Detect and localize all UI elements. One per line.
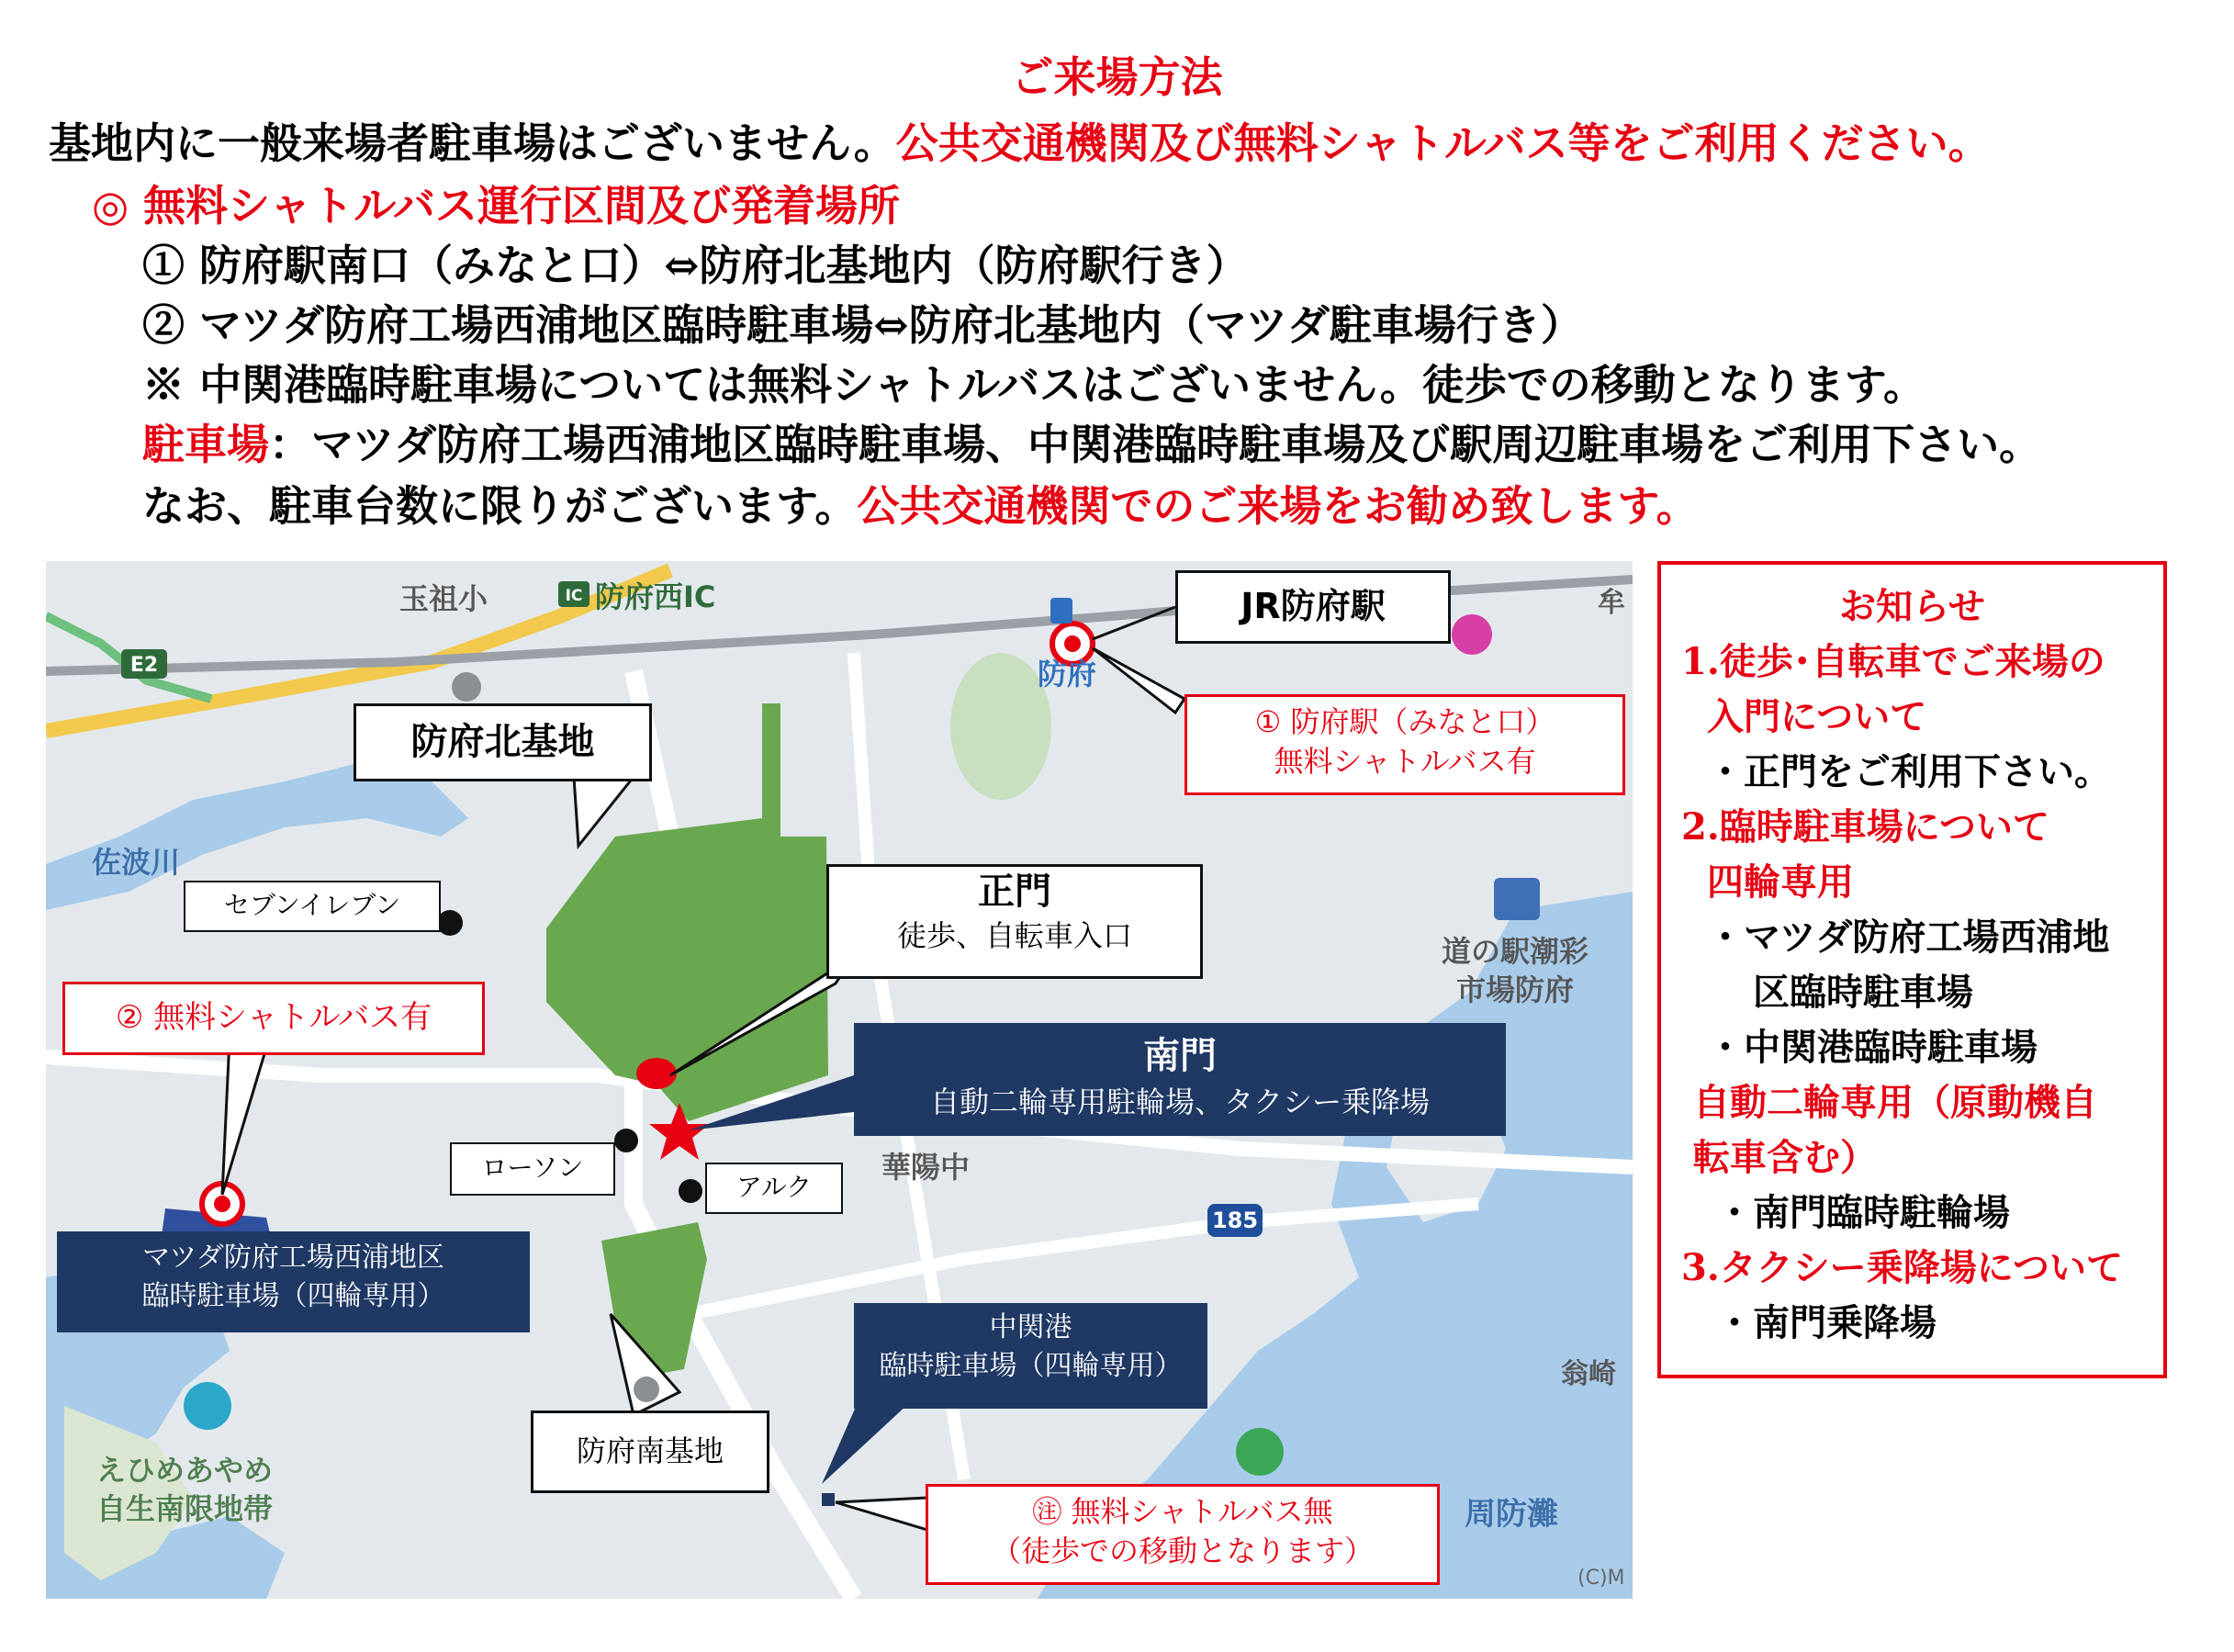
park-area — [950, 653, 1051, 800]
seven-eleven-dot — [437, 910, 463, 936]
map-label-hofu-nishi-ic: 防府西IC — [595, 579, 716, 614]
callout-south-gate[interactable] — [854, 1023, 1506, 1136]
gray-poi-icon-1 — [452, 672, 481, 702]
map-label-hofu-station: 防府 — [1038, 657, 1097, 691]
page-title: ご来場方法 — [1011, 52, 1223, 102]
callout-seven-eleven[interactable]: セブンイレブン — [184, 881, 441, 932]
map-label-tamaso: 玉祖小 — [399, 581, 488, 616]
parking-line — [142, 411, 2041, 472]
notice-item2-motorcycle: 自動二輪専用（原動機自 — [1693, 1081, 2097, 1124]
notice-item3-detail: ・南門乗降場 — [1716, 1301, 1937, 1344]
limit-highlight: 公共交通機関でのご来場をお勧め致します。 — [857, 481, 1699, 531]
notice-item2-mazda-cont: 区臨時駐車場 — [1753, 971, 1973, 1014]
callout-jr-station[interactable]: JR防府駅 — [1175, 570, 1451, 644]
notice-box — [1657, 561, 2167, 1378]
notice-title: お知らせ — [1839, 585, 1985, 628]
parking-text: ：マツダ防府工場西浦地区臨時駐車場、中関港臨時駐車場及び駅周辺駐車場をご利用下さい。 — [269, 420, 2042, 469]
notice-item2-south-gate: ・南門臨時駐輪場 — [1716, 1191, 2010, 1234]
notice-item2-heading: 2.臨時駐車場について — [1681, 805, 2049, 848]
notice-item1-heading-cont: 入門について — [1707, 695, 1927, 738]
access-map[interactable] — [46, 561, 1633, 1599]
callout-shuttle-mazda[interactable]: ② 無料シャトルバス有 — [62, 982, 485, 1055]
notice-item2-motorcycle-cont: 転車含む） — [1693, 1136, 1877, 1179]
route-185-label: 185 — [1211, 1208, 1259, 1233]
map-label-suo-nada: 周防灘 — [1465, 1496, 1558, 1533]
callout-lawson[interactable]: ローソン — [450, 1142, 615, 1196]
callout-shuttle-station[interactable]: ① 防府駅（みなと口） 無料シャトルバス有 — [1184, 694, 1625, 795]
pink-poi-icon — [1452, 614, 1492, 655]
callout-no-shuttle[interactable]: ㊟ 無料シャトルバス無 （徒歩での移動となります） — [926, 1484, 1440, 1585]
callout-nakanoseki[interactable] — [854, 1303, 1207, 1409]
notice-item2-mazda: ・マツダ防府工場西浦地 — [1707, 916, 2110, 959]
callout-south-base[interactable]: 防府南基地 — [531, 1410, 769, 1493]
map-label-ehime: えひめあやめ 自生南限地帯 — [96, 1453, 274, 1526]
train-icon — [1050, 598, 1072, 624]
notice-item2-sub: 四輪専用 — [1707, 860, 1854, 904]
limit-line — [142, 473, 1699, 534]
map-label-okisaki: 翁崎 — [1561, 1358, 1616, 1390]
lawson-dot — [614, 1129, 638, 1152]
gray-poi-icon-2 — [634, 1377, 659, 1402]
south-gate-subtitle: 自動二輪専用駐輪場、タクシー乗降場 — [929, 1084, 1430, 1119]
route-1: ① 防府駅南口（みなと口）⇔防府北基地内（防府駅行き） — [142, 241, 1249, 290]
aruku-dot — [679, 1179, 702, 1203]
e2-label: E2 — [129, 654, 159, 677]
ehime-poi-icon — [184, 1382, 231, 1430]
intro-line — [49, 110, 1991, 171]
intro-highlight: 公共交通機関及び無料シャトルバス等をご利用ください。 — [895, 118, 1991, 168]
nakanoseki-title: 中関港 — [989, 1311, 1072, 1343]
main-gate-title: 正門 — [978, 871, 1051, 913]
station-marker-dot — [1064, 635, 1081, 652]
michinoeki-icon — [1494, 878, 1540, 920]
note-line: ※ 中関港臨時駐車場については無料シャトルバスはございません。徒歩での移動となります。 — [142, 360, 1926, 410]
notice-item3-heading: 3.タクシー乗降場について — [1681, 1246, 2123, 1289]
callout-aruku[interactable]: アルク — [705, 1163, 843, 1214]
parking-label: 駐車場 — [142, 420, 269, 469]
south-gate-title: 南門 — [1143, 1035, 1217, 1077]
map-label-edge: 牟 — [1598, 587, 1625, 619]
nakanoseki-spot — [822, 1493, 835, 1506]
callout-north-base[interactable]: 防府北基地 — [354, 703, 652, 781]
mazda-shuttle-marker-dot — [214, 1196, 230, 1212]
notice-item2-nakanoseki: ・中関港臨時駐車場 — [1707, 1026, 2038, 1069]
map-label-kayo: 華陽中 — [881, 1150, 971, 1185]
callout-mazda-lot[interactable]: マツダ防府工場西浦地区 臨時駐車場（四輪専用） — [57, 1231, 530, 1332]
callout-main-gate[interactable] — [826, 864, 1203, 979]
notice-item1-detail: ・正門をご利用下さい。 — [1707, 750, 2111, 793]
map-label-michinoeki: 道の駅潮彩 市場防府 — [1442, 934, 1589, 1007]
nakanoseki-subtitle: 臨時駐車場（四輪専用） — [879, 1350, 1183, 1382]
map-label-sabagawa: 佐波川 — [92, 845, 181, 880]
shuttle-heading: ◎ 無料シャトルバス運行区間及び発着場所 — [92, 181, 901, 230]
ic-label: IC — [565, 587, 583, 605]
route-2: ② マツダ防府工場西浦地区臨時駐車場⇔防府北基地内（マツダ駐車場行き） — [142, 300, 1583, 350]
map-copyright: (C)M — [1577, 1567, 1625, 1590]
park-poi-icon — [1236, 1428, 1284, 1476]
limit-text: なお、駐車台数に限りがございます。 — [142, 481, 858, 531]
main-gate-subtitle: 徒歩、自転車入口 — [896, 918, 1132, 953]
intro-text: 基地内に一般来場者駐車場はございません。 — [49, 118, 896, 168]
notice-item1-heading: 1.徒歩･自転車でご来場の — [1681, 640, 2105, 683]
